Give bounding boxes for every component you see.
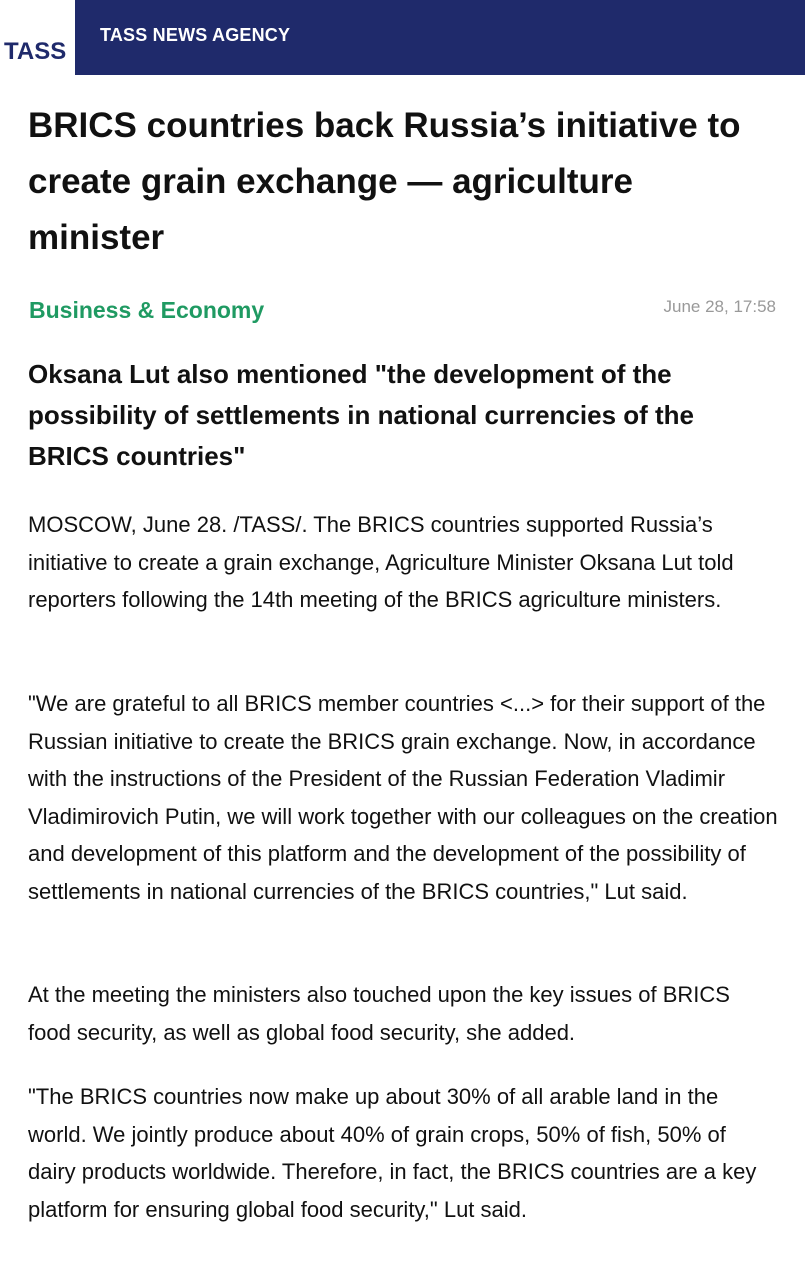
section-link-business-economy[interactable]: Business & Economy: [29, 297, 265, 323]
article-lead: Oksana Lut also mentioned "the development of the possibility of settlements in national currencies of the BRICS countries": [28, 359, 695, 471]
tass-logo[interactable]: TASS: [4, 38, 67, 65]
brand-bar: [75, 0, 805, 75]
agency-name: TASS NEWS AGENCY: [100, 25, 291, 45]
article-paragraph: "The BRICS countries now make up about 30% of all arable land in the world. We jointly produce about 40% of grain crops, 50% of fish, 50% of dairy products worldwide. Therefore, in fact, the BRICS countries are a key platform for ensuring global food security," Lut said.: [28, 1084, 757, 1222]
article-paragraph: At the meeting the ministers also touched upon the key issues of BRICS food security, as well as global food security, she added.: [28, 982, 730, 1045]
article-paragraph: MOSCOW, June 28. /TASS/. The BRICS countries supported Russia’s initiative to create a grain exchange, Agriculture Minister Oksana Lut told reporters following the 14th meeting of the BRICS agriculture ministers.: [28, 512, 734, 612]
article-headline: BRICS countries back Russia’s initiative to create grain exchange — agriculture minister: [28, 106, 741, 257]
logo-container[interactable]: [0, 0, 75, 75]
publish-date: June 28, 17:58: [663, 297, 776, 316]
site-header: [0, 0, 805, 75]
article-paragraph: "We are grateful to all BRICS member countries <...> for their support of the Russian initiative to create the BRICS grain exchange. Now, in accordance with the instructions of the President of the Russian Federation Vladimir Vladimirovich Putin, we will work together with our colleagues on the creation and development of this platform and the development of the possibility of settlements in national currencies of the BRICS countries," Lut said.: [28, 691, 778, 904]
